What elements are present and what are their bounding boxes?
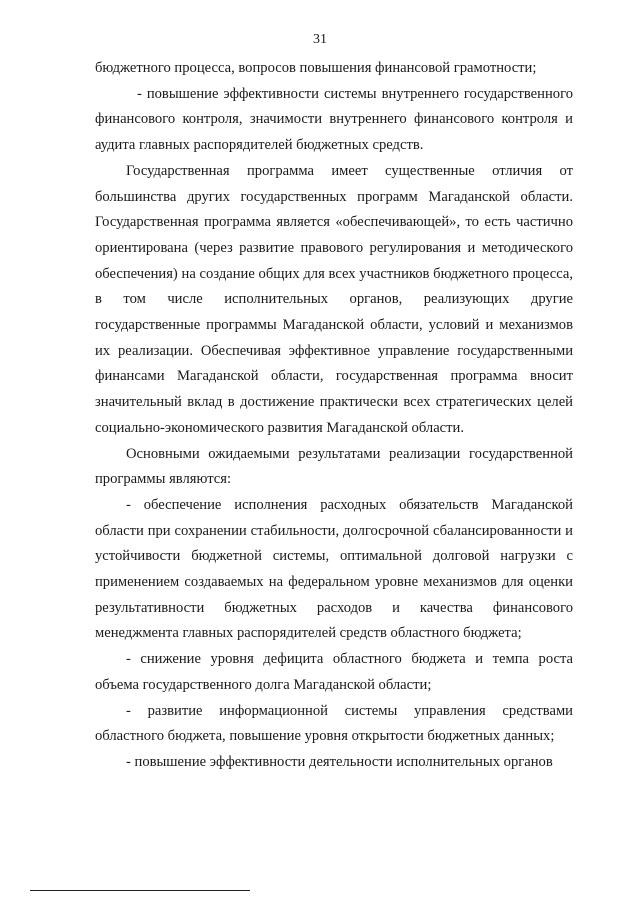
footer-divider: [30, 890, 250, 891]
paragraph-result-information-system: - развитие информационной системы управления средствами областного бюджета, повышение уровня открытости бюджетных данных;: [95, 702, 573, 745]
paragraph-program-differences: Государственная программа имеет существенные отличия от большинства других государственных программ Магаданской области. Государственная программа является «обеспечивающей», то есть частично ориентирована (через развитие правового регулирования и методического обеспечения) на создание общих для всех участников бюджетного процесса, в том числе исполнительных органов, реализующих другие государственные программы Магаданской области, условий и механизмов их реализации. Обеспечивая эффективное управление государственными финансами Магаданской области, государственная программа вносит значительный вклад в достижение практически всех стратегических целей социально-экономического развития Магаданской области.: [95, 162, 573, 436]
paragraph-budget-process: бюджетного процесса, вопросов повышения финансовой грамотности;: [95, 60, 537, 76]
paragraph-internal-control: - повышение эффективности системы внутреннего государственного финансового контроля, значимости внутреннего финансового контроля и аудита главных распорядителей бюджетных средств.: [95, 85, 573, 154]
document-body: [95, 56, 573, 776]
paragraph-result-obligations: - обеспечение исполнения расходных обязательств Магаданской области при сохранении стабильности, долгосрочной сбалансированности и устойчивости бюджетной системы, оптимальной долговой нагрузки с применением создаваемых на федеральном уровне механизмов для оценки результативности бюджетных расходов и качества финансового менеджмента главных распорядителей средств областного бюджета;: [95, 496, 573, 642]
page-number: 31: [313, 32, 327, 47]
paragraph-result-deficit: - снижение уровня дефицита областного бюджета и темпа роста объема государственного долга Магаданской области;: [95, 651, 573, 693]
paragraph-expected-results-intro: Основными ожидаемыми результатами реализации государственной программы являются:: [95, 445, 573, 488]
paragraph-result-efficiency: - повышение эффективности деятельности исполнительных органов: [126, 753, 553, 770]
